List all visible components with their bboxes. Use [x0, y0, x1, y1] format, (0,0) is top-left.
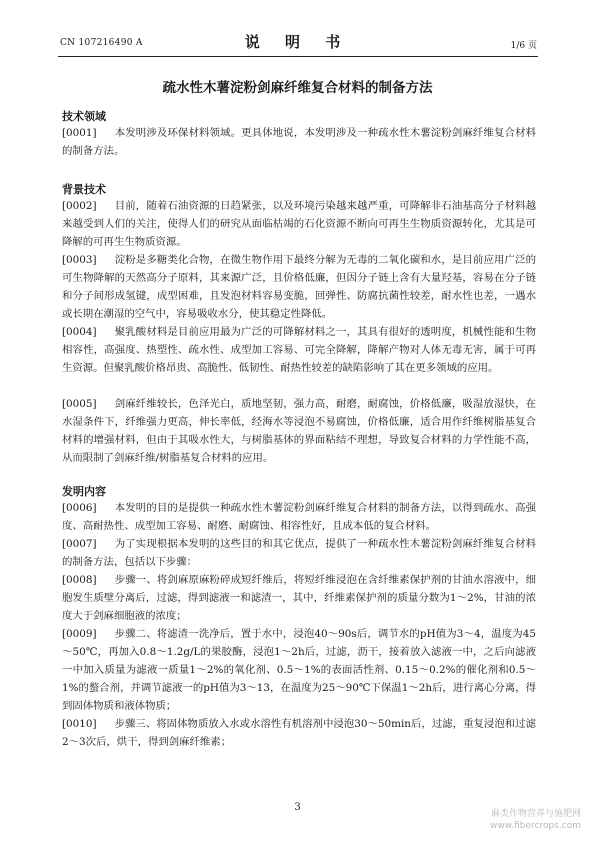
paragraph-0002	[62, 197, 536, 251]
paragraph-text: 步骤二、将滤渣一洗净后，置于水中，浸泡40～90s后，调节水的pH值为3～4，温度为45～50℃，再加入0.8～1.2g/L的果胶酶，浸泡1～2h后，过滤，沥干，接着放入滤液一中，之后向滤液一中加入质量为滤液一质量1～2%的氧化剂、0.5～1%的表面活性剂、0.15～0.2%的催化剂和0.5～1%的螯合剂，并调节滤液一的pH值为3～13，在温度为25～90℃下保温1～2h后，进行离心分离，得到固体物质和液体物质；	[62, 628, 536, 712]
paragraph-text: 目前，随着石油资源的日趋紧张，以及环境污染越来越严重，可降解非石油基高分子材料越来越受到人们的关注，使得人们的研究从面临枯竭的石化资源不断向可再生生物质资源转化，尤其是可降解的可再生生物质资源。	[62, 200, 536, 248]
paragraph-0005	[62, 395, 536, 467]
paragraph-number: [0005]	[62, 398, 97, 410]
paragraph-text: 步骤一、将剑麻原麻粉碎成短纤维后，将短纤维浸泡在含纤维素保护剂的甘油水溶液中，细胞发生质壁分离后，过滤，得到滤液一和滤渣一，其中，纤维素保护剂的质量分数为1～2%，甘油的浓度大于剑麻细胞液的浓度；	[62, 574, 536, 622]
paragraph-number: [0010]	[62, 718, 97, 730]
page-number: 3	[294, 802, 301, 813]
publication-number: CN 107216490 A	[60, 38, 143, 48]
paragraph-text: 聚乳酸材料是目前应用最为广泛的可降解材料之一，其具有很好的透明度，机械性能和生物相容性，高强度、热塑性、疏水性、成型加工容易、可完全降解，降解产物对人体无毒无害，属于可再生资源。但聚乳酸价格昂贵、高脆性、低韧性、耐热性较差的缺陷影响了其在更多领域的应用。	[62, 326, 536, 374]
paragraph-text: 本发明涉及环保材料领域。更具体地说，本发明涉及一种疏水性木薯淀粉剑麻纤维复合材料的制备方法。	[62, 127, 536, 157]
site-watermark	[490, 808, 581, 832]
paragraph-number: [0008]	[62, 574, 97, 586]
paragraph-number: [0004]	[62, 326, 97, 338]
paragraph-0007	[62, 535, 536, 571]
paragraph-number: [0002]	[62, 200, 97, 212]
paragraph-text: 为了实现根据本发明的这些目的和其它优点，提供了一种疏水性木薯淀粉剑麻纤维复合材料的制备方法，包括以下步骤：	[62, 538, 536, 568]
paragraph-0006	[62, 499, 536, 535]
paragraph-0008	[62, 571, 536, 625]
watermark-url: www.fibercrops.com	[490, 821, 581, 831]
paragraph-0003	[62, 251, 536, 323]
paragraph-0004	[62, 323, 536, 377]
section-heading-background: 背景技术	[62, 183, 106, 196]
paragraph-number: [0006]	[62, 502, 97, 514]
header-divider	[58, 56, 538, 57]
paragraph-0001	[62, 124, 536, 160]
paragraph-text: 本发明的目的是提供一种疏水性木薯淀粉剑麻纤维复合材料的制备方法，以得到疏水、高强度、高耐热性、成型加工容易、耐磨、耐腐蚀、相容性好，且成本低的复合材料。	[62, 502, 536, 532]
paragraph-text: 剑麻纤维较长，色泽光白，质地坚韧，强力高，耐磨，耐腐蚀，价格低廉，吸湿放湿快，在水湿条件下，纤维强力更高，伸长率低，经海水等浸泡不易腐蚀，价格低廉，适合用作纤维树脂基复合材料的增强材料，但由于其吸水性大，与树脂基体的界面粘结不理想，导致复合材料的力学性能不高，从而限制了剑麻纤维/树脂基复合材料的应用。	[62, 398, 536, 464]
paragraph-0009	[62, 625, 536, 715]
section-heading-tech-field: 技术领域	[62, 110, 106, 123]
paragraph-number: [0001]	[62, 127, 97, 139]
page-indicator: 1/6 页	[510, 41, 537, 51]
paragraph-0010	[62, 715, 536, 751]
section-heading-summary: 发明内容	[62, 485, 106, 498]
paragraph-number: [0009]	[62, 628, 97, 640]
paragraph-text: 步骤三、将固体物质放入水或水溶性有机溶剂中浸泡30～50min后，过滤，重复浸泡和过滤2～3次后，烘干，得到剑麻纤维素；	[62, 718, 536, 748]
document-type: 说 明 书	[244, 33, 351, 51]
watermark-site-name: 麻类作物营养与施肥网	[490, 809, 581, 819]
paragraph-number: [0007]	[62, 538, 97, 550]
paragraph-text: 淀粉是多糖类化合物，在微生物作用下最终分解为无毒的二氧化碳和水，是目前应用广泛的可生物降解的天然高分子原料，其来源广泛，且价格低廉，但因分子链上含有大量羟基，容易在分子链和分子间形成氢键，成型困难，且发泡材料容易变脆，回弹性、防腐抗菌性较差，耐水性也差，一遇水或长期在潮湿的空气中，容易吸收水分，使其稳定性降低。	[62, 254, 536, 320]
paragraph-number: [0003]	[62, 254, 97, 266]
document-title: 疏水性木薯淀粉剑麻纤维复合材料的制备方法	[162, 80, 433, 96]
